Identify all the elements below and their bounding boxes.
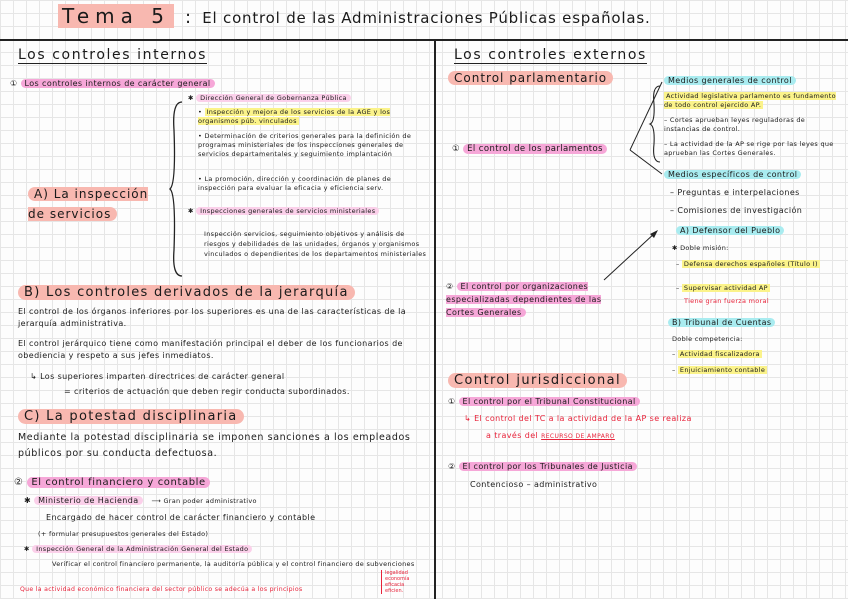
j1-red2: a través del RECURSO DE AMPARO xyxy=(486,431,615,440)
ig2-text: Verificar el control financiero permanente, la auditoría pública y el control financiero de subvenciones xyxy=(52,560,415,568)
dp-item-2: – Supervisar actividad AP xyxy=(676,284,768,292)
tema-label: Tema 5 xyxy=(58,4,174,28)
brace-a xyxy=(168,100,184,278)
b-p1: El control de los órganos inferiores por los superiores es una de las características de la jerarquía administrativa. xyxy=(18,307,407,328)
ig2-red: Que la actividad económico financiera del sector público se adecúa a los principios xyxy=(20,586,303,593)
brace-mg xyxy=(648,84,662,164)
dp-item-1: – Defensa derechos españoles (Título I) xyxy=(676,260,818,268)
me-item-2: – Comisiones de investigación xyxy=(670,206,803,215)
principles: legalidad economía eficacia eficien. xyxy=(381,570,409,594)
mh-label: ✱ Ministerio de Hacienda ⟶ Gran poder administrativo xyxy=(24,496,257,505)
header-colon: : xyxy=(185,7,192,28)
num-1: ① xyxy=(10,79,18,88)
dg-item-1: • Inspección y mejora de los servicios de la AGE y los organismos púb. vinculados xyxy=(198,108,391,125)
tc-item-1: – Actividad fiscalizadora xyxy=(672,350,760,358)
j2-text: Contencioso – administrativo xyxy=(470,480,598,489)
r-s1: ① El control de los parlamentos xyxy=(452,144,607,154)
c-label: C) La potestad disciplinaria xyxy=(18,409,244,424)
me-label: Medios específicos de control xyxy=(664,170,801,179)
recurso-amparo: RECURSO DE AMPARO xyxy=(541,433,615,440)
mg-item-2: – Cortes aprueban leyes reguladoras de instancias de control. xyxy=(664,116,806,133)
header-divider xyxy=(0,39,848,41)
j1: ① El control por el Tribunal Constitucional xyxy=(448,397,640,406)
dp-mision: ✱ Doble misión: xyxy=(672,244,729,252)
tc-label: B) Tribunal de Cuentas xyxy=(668,318,775,327)
mg-item-1: Actividad legislativa parlamento es fundamento de todo control ejercido AP. xyxy=(664,92,836,109)
j2: ② El control por los Tribunales de Justicia xyxy=(448,462,637,471)
dg-label: ✱ Dirección General de Gobernanza Pública xyxy=(188,94,351,102)
c-p1: Mediante la potestad disciplinaria se imponen sanciones a los empleados públicos por su conducta defectuosa. xyxy=(18,432,411,459)
column-divider xyxy=(434,41,436,599)
ig2-label: ✱ Inspección General de la Administración General del Estado xyxy=(24,545,252,553)
right-title: Los controles externos xyxy=(454,47,647,63)
left-title: Los controles internos xyxy=(18,47,208,63)
dg-item-2: • Determinación de criterios generales para la definición de programas ministeriales de los inspecciones generales de servicios departamentales y seguimiento implantación xyxy=(198,132,412,158)
me-item-1: – Preguntas e interpelaciones xyxy=(670,188,800,197)
num-2: ② xyxy=(14,477,24,488)
mh-p1: Encargado de hacer control de carácter financiero y contable xyxy=(46,513,316,522)
left-s1 xyxy=(10,79,215,88)
left-s2: ② El control financiero y contable xyxy=(14,477,210,488)
mh-p2: (+ formular presupuestos generales del Estado) xyxy=(38,530,209,538)
s1-label: Los controles internos de carácter general xyxy=(21,79,215,88)
header xyxy=(58,4,651,36)
star-icon: ✱ xyxy=(672,244,678,252)
tc-item-2: – Enjuiciamiento contable xyxy=(672,366,766,374)
j1-red1: ↳ El control del TC a la actividad de la AP se realiza xyxy=(464,414,692,423)
b-label: B) Los controles derivados de la jerarquía xyxy=(18,285,355,300)
b-p2: El control jerárquico tiene como manifestación principal el deber de los funcionarios de obediencia y respeto a sus jefes inmediatos. xyxy=(18,339,403,360)
cp-label: Control parlamentario xyxy=(448,71,613,85)
b-p3a: ↳ Los superiores imparten directrices de carácter general xyxy=(30,372,285,381)
page-title: El control de las Administraciones Públicas españolas. xyxy=(202,9,651,27)
b-p3b: = criterios de actuación que deben regir conducta subordinados. xyxy=(64,387,350,396)
ig-label: ✱ Inspecciones generales de servicios ministeriales xyxy=(188,207,418,216)
ig-text: Inspección servicios, seguimiento objetivos y análisis de riesgos y debilidades de las unidades, órganos y organismos vinculados o dependientes de los departamentos ministeriales xyxy=(204,230,427,258)
mg-label: Medios generales de control xyxy=(664,76,796,85)
tc-comp: Doble competencia: xyxy=(672,335,743,343)
arrow-icon: ↳ xyxy=(30,372,38,381)
cj-label: Control jurisdiccional xyxy=(448,373,627,388)
r-s2: ② El control por organizaciones especializadas dependientes de las Cortes Generales xyxy=(446,282,602,317)
a-label: A) La inspección de servicios xyxy=(28,187,149,221)
dp-red: Tiene gran fuerza moral xyxy=(684,297,769,305)
dg-item-3: • La promoción, dirección y coordinación de planes de inspección para evaluar la eficacia y eficiencia serv. xyxy=(198,175,391,192)
dp-label: A) Defensor del Pueblo xyxy=(676,226,784,235)
mg-item-3: – La actividad de la AP se rige por las leyes que aprueban las Cortes Generales. xyxy=(664,140,834,157)
